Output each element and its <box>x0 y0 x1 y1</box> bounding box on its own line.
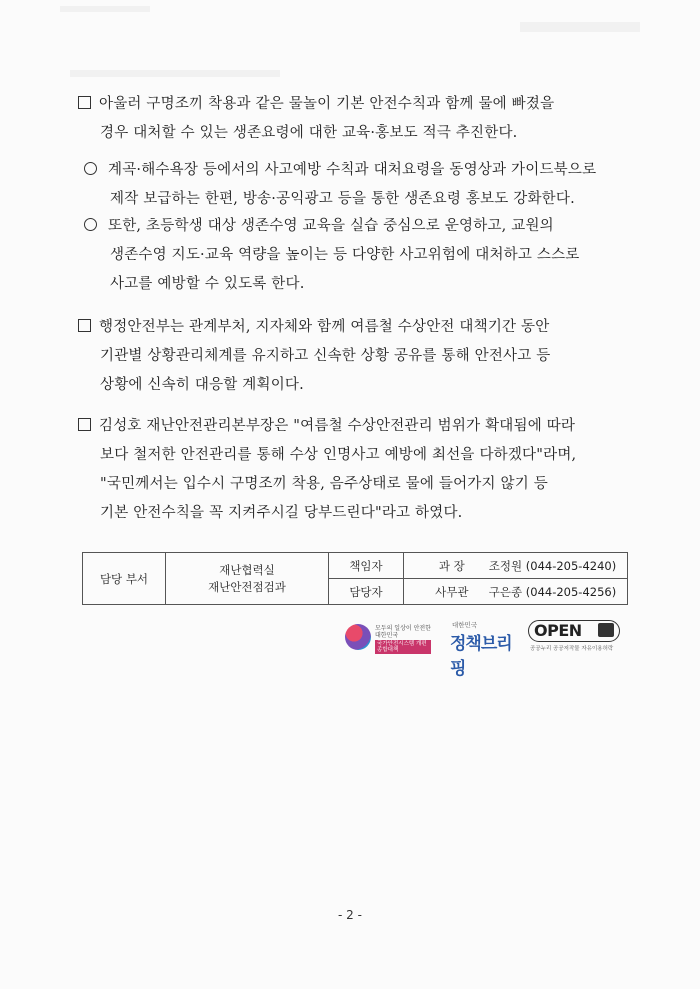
paragraph-line: 기관별 상황관리체계를 유지하고 신속한 상황 공유를 통해 안전사고 등 <box>100 348 551 364</box>
scan-artifact <box>60 6 150 12</box>
paragraph-line: 경우 대처할 수 있는 생존요령에 대한 교육·홍보도 적극 추진한다. <box>100 125 518 141</box>
dept-name <box>166 553 329 605</box>
rank: 사무관 <box>435 584 469 599</box>
safety-emblem-icon <box>345 624 371 650</box>
briefing-logo-small: 대한민국 <box>452 621 478 629</box>
safety-logo-badge: 국가안전시스템 개편 종합대책 <box>375 640 431 654</box>
subitem-line: 제작 보급하는 한편, 방송·공익광고 등을 통한 생존요령 홍보도 강화한다. <box>110 191 575 207</box>
paragraph-line: "국민께서는 입수시 구명조끼 착용, 음주상태로 물에 들어가지 않기 등 <box>100 476 548 492</box>
person-cell <box>404 553 628 579</box>
scan-artifact <box>520 22 640 32</box>
role-cell: 담당자 <box>329 579 404 605</box>
paragraph-line: 아울러 구명조끼 착용과 같은 물놀이 기본 안전수칙과 함께 물에 빠졌을 <box>99 96 555 112</box>
person-icon <box>598 623 614 637</box>
dept-label: 담당 부서 <box>83 553 166 605</box>
paragraph-line: 김성호 재난안전관리본부장은 "여름철 수상안전관리 범위가 확대됨에 따라 <box>99 418 576 434</box>
paragraph-1 <box>78 90 638 148</box>
dept-name-line-2: 재난안전점검과 <box>208 579 286 594</box>
subitem-line: 생존수영 지도·교육 역량을 높이는 등 다양한 사고위험에 대처하고 스스로 <box>110 247 580 263</box>
circle-bullet-icon <box>84 162 97 175</box>
page-number: - 2 - <box>338 908 362 922</box>
safety-korea-logo <box>345 624 431 652</box>
paragraph-line: 보다 철저한 안전관리를 통해 수상 인명사고 예방에 최선을 다하겠다"라며, <box>100 447 577 463</box>
role-cell: 책임자 <box>329 553 404 579</box>
circle-bullet-icon <box>84 218 97 231</box>
paragraph-line: 행정안전부는 관계부처, 지자체와 함께 여름철 수상안전 대책기간 동안 <box>99 319 550 335</box>
rank: 과 장 <box>438 558 465 573</box>
safety-logo-text: 모두의 일상이 안전한 대한민국 <box>375 625 431 639</box>
square-bullet-icon <box>78 96 91 109</box>
subitem-1 <box>84 156 640 214</box>
subitem-2 <box>84 212 640 299</box>
square-bullet-icon <box>78 319 91 332</box>
paragraph-line: 기본 안전수칙을 꼭 지켜주시길 당부드린다"라고 하였다. <box>100 505 463 521</box>
person-cell <box>404 579 628 605</box>
name-phone: 조정원 (044-205-4240) <box>488 558 617 573</box>
scan-artifact <box>70 70 280 77</box>
subitem-line: 사고를 예방할 수 있도록 한다. <box>110 276 305 292</box>
contact-table <box>82 552 628 605</box>
policy-briefing-logo <box>450 620 522 679</box>
subitem-line: 계곡·해수욕장 등에서의 사고예방 수칙과 대처요령을 동영상과 가이드북으로 <box>108 162 597 178</box>
kogl-open-logo <box>528 620 622 654</box>
paragraph-line: 상황에 신속히 대응할 계획이다. <box>100 377 304 393</box>
name-phone: 구은종 (044-205-4256) <box>488 584 617 599</box>
open-logo-caption: 공공누리 공공저작물 자유이용허락 <box>530 646 614 652</box>
subitem-line: 또한, 초등학생 대상 생존수영 교육을 실습 중심으로 운영하고, 교원의 <box>108 218 554 234</box>
square-bullet-icon <box>78 418 91 431</box>
open-logo-word: OPEN <box>534 621 582 640</box>
paragraph-2 <box>78 313 638 400</box>
logo-strip <box>340 618 640 679</box>
dept-name-line-1: 재난협력실 <box>219 562 275 577</box>
briefing-logo-big: 정책브리핑 <box>450 634 512 679</box>
paragraph-3 <box>78 412 638 528</box>
table-row <box>83 553 628 579</box>
